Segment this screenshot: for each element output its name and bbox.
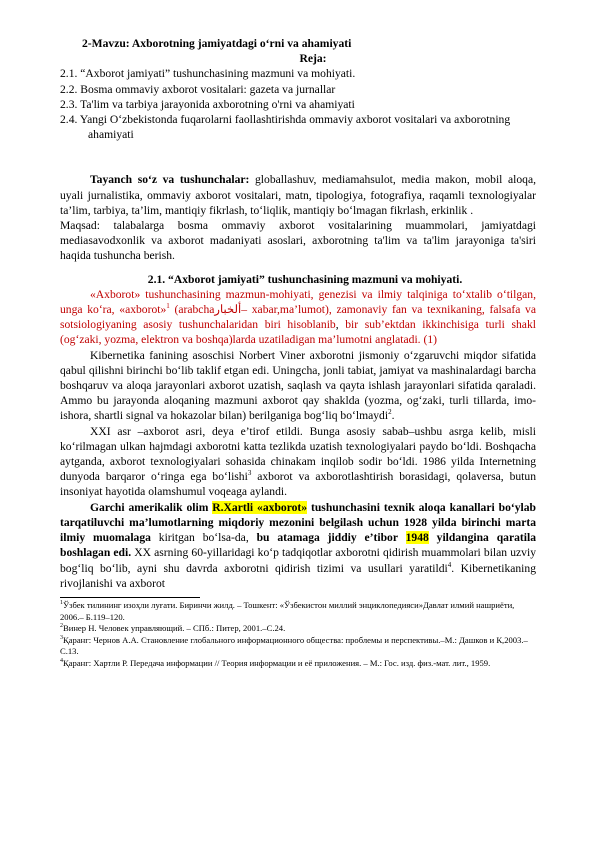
- document-page: [60, 36, 536, 669]
- footnote: $^1$Ўзбек тилининг изоҳли луғати. Биринчи жилд. – Тошкент: «Ўзбекистон миллий энциклопедияси»Давлат илмий нашриёти, 2006.– Б.119–120.: [60, 599, 515, 622]
- paragraph-hartley: Garchi amerikalik olim R.Xartli «axborot» tushunchasini texnik aloqa kanallari bo‘ylab tarqatiluvchi ma’lumotlarning miqdoriy mezonini belgilash uchun 1928 yilda birinchi marta ilmiy muomalaga kiritgan bo‘lsa-da, bu atamaga jiddiy e’tibor 1948 yildangina qaratila boshlagan edi. XX asrning 60-yillaridagi ko‘p tadqiqotlar axborotni qidirish muammolari bilan uzviy bog‘liq bo‘lib, ayni shu davrda axborotni qidirish tizimi va usullari yaratildi$^4$. Kibernetikaning rivojlanishi va axborot: [60, 500, 536, 590]
- highlight-year: 1948: [405, 531, 429, 545]
- footnote: $^2$Винер Н. Человек управляющий. – СПб.: Питер, 2001.–С.24.: [60, 623, 286, 634]
- keywords-label: Tayanch so‘z va tushunchalar:: [90, 173, 250, 187]
- topic-title: 2-Mavzu: Axborotning jamiyatdagi o‘rni va ahamiyati: [82, 37, 352, 50]
- footnote: $^3$Қаранг: Чернов А.А. Становление глобального информационного общества: проблемы и перспективы.–М.: Дашков и К,2003.–С.13.: [60, 634, 528, 657]
- paragraph-axborot-definition: «Axborot» tushunchasining mazmun-mohiyati, genezisi va ilmiy talqiniga to‘xtalib o‘tilgan, unga ko‘ra, «axborot»$^1$ (arabchaألخبار– xabar,ma’lumot), zamonaviy fan va texnikaning, falsafa va sotsiologiyaning asosiy tushunchalaridan biri hisoblanib, bir sub’ektdan ikkinchisiga turli shakl (og‘zaki, yozma, elektron va boshqa)larda uzatiladigan ma’lumotni anglatadi. (1): [60, 287, 536, 347]
- footnote-divider: [60, 597, 200, 598]
- footnote: $^4$Қаранг: Хартли Р. Передача информации // Теория информации и её приложения. – М.: Гос. изд. физ.-мат. лит., 1959.: [60, 657, 491, 668]
- paragraph-xxi-century: XXI asr –axborot asri, deya e’tirof etildi. Bunga asosiy sabab–ushbu asrga kelib, misli ko‘rilmagan ulkan hajmdagi axborotni katta tezlikda uzatish texnologiyalari paydo bo‘ldi. Boshqacha aytganda, axborot texnologiyalari sohasida chinakam inqilob sodir bo‘ldi. 1986 yilda Internetning dunyoda barqaror o‘ringa ega bo‘lishi$^3$ axborot va axborotlashtirish borasidagi, qolaversa, butun insoniyat hayotida olamshumul voqeaga aylandi.: [60, 424, 536, 499]
- goal-paragraph: Maqsad: talabalarga bosma ommaviy axborot vositalarining muammolari, jamiyatdagi mediasavodxonlik va axborot madaniyati asoslari, axborotning ta'lim va ta'lim jarayoniga ta'siri haqida tushuncha berish.: [60, 219, 536, 263]
- plan-item: 2.1. “Axborot jamiyati” tushunchasining mazmuni va mohiyati.: [60, 67, 356, 81]
- plan-item: 2.3. Ta'lim va tarbiya jarayonida axborotning o'rni va ahamiyati: [60, 97, 355, 111]
- plan-heading: Reja:: [299, 52, 327, 66]
- highlight-hartley: R.Xartli «axborot»: [212, 500, 308, 514]
- plan-item: 2.4. Yangi O‘zbekistonda fuqarolarni faollashtirishda ommaviy axborot vositalari va axborotning ahamiyati: [60, 113, 511, 142]
- plan-item: 2.2. Bosma ommaviy axborot vositalari: gazeta va jurnallar: [60, 82, 336, 96]
- section-title: 2.1. “Axborot jamiyati” tushunchasining mazmuni va mohiyati.: [147, 272, 463, 286]
- paragraph-wiener: Kibernetika fanining asoschisi Norbert Viner axborotni jismoniy o‘zgaruvchi miqdor sifatida qabul qilishni birinchi bo‘lib taklif etgan edi. Uningcha, jonli tabiat, jamiyat va mashinalardagi barcha boshqaruv va aloqa jarayonlari axborot uzatish, saqlash va qayta ishlash jarayonlari sifatida qaraladi. Ammo bu jarayonda aloqaning mazmuni axborot qay shaklda (yozma, og‘zaki, turli tillarda, imo-ishora, shartli signal va hokazolar bilan) berilganiga bog‘liq bo‘lmaydi$^2$.: [60, 348, 536, 423]
- keywords-text: globallashuv, mediamahsulot, media makon, mobil aloqa, uyali jurnalistika, ommaviy axborot vositalari, matn, tipologiya, fotografiya, raqamli texnologiyalar ta’lim, tarbiya, ta’lim, mantiqiy fikrlash, to‘liqlik, mantiqiy bo‘lmagan fikrlash, erkinlik .: [60, 173, 536, 217]
- keywords-paragraph: [60, 172, 536, 218]
